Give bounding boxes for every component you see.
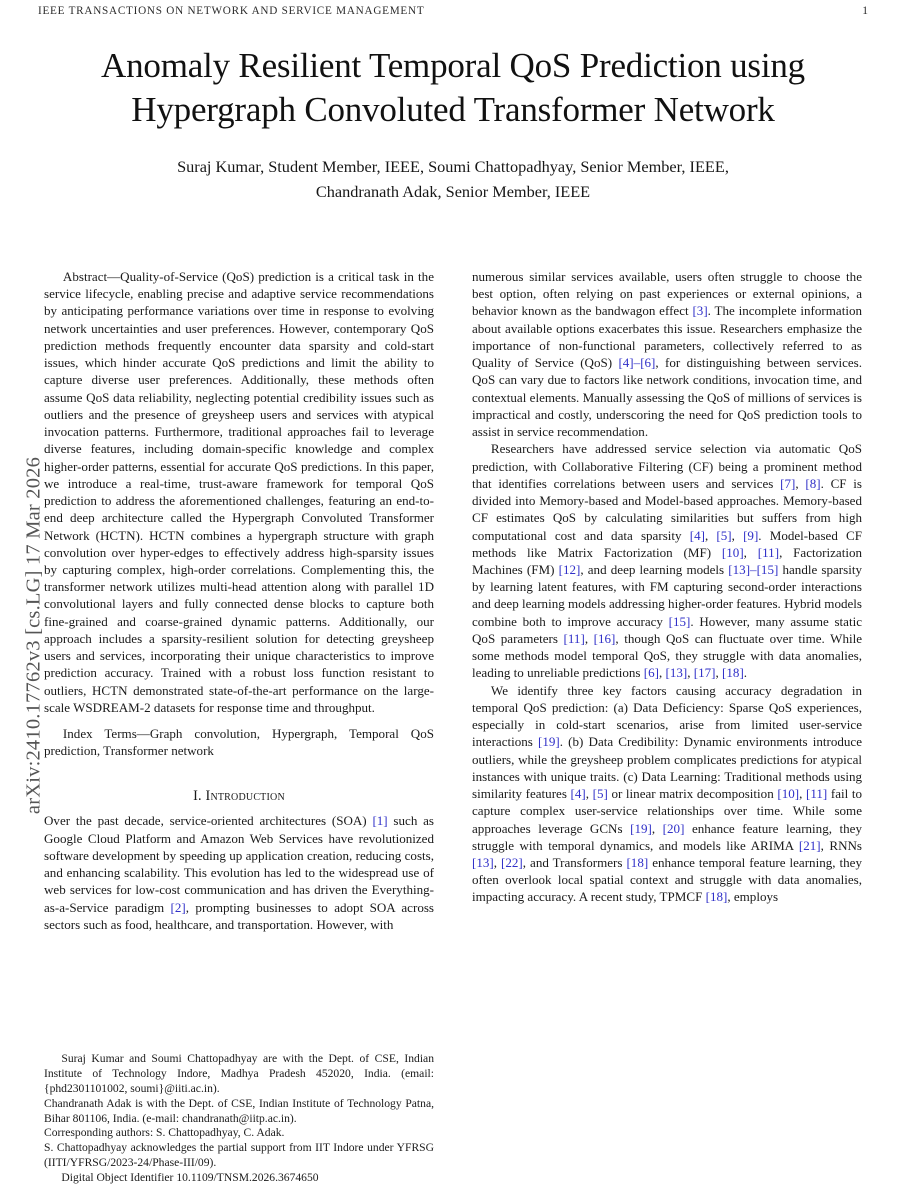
intro-p2-text-c: , for distinguishing between services. QoS can vary due to factors like network conditions, invocation time, and contextual elements. Manually assessing the QoS of millions of services is impractical and costly, underscoring the need for QoS prediction tools to assist in service recommendation.	[472, 355, 862, 440]
citation-22[interactable]: [22]	[501, 854, 523, 870]
intro-p4-text-a: We identify three key factors causing accuracy degradation in temporal QoS prediction: (a) Data Deficiency: Sparse QoS experiences, especially in cold-start scenarios, arise from limited user-service interactions	[472, 682, 862, 750]
citation-4c[interactable]: [4]	[570, 786, 586, 802]
intro-p2-text-b: . The incomplete information about available options exacerbates this issue. Researchers emphasize the importance of non-functional parameters, collectively referred to as Quality of Service (QoS)	[472, 303, 862, 371]
footnote-affiliation-2: Chandranath Adak is with the Dept. of CSE, Indian Institute of Technology Patna, Bihar 801106, India. (e-mail: chandranath@iitp.ac.in).	[44, 1096, 434, 1125]
page-title	[53, 44, 853, 133]
citation-4b[interactable]: [4]	[689, 527, 705, 543]
index-terms-body: Graph convolution, Hypergraph, Temporal QoS prediction, Transformer network	[44, 726, 434, 759]
intro-p4-text-f: fail to capture complex user-service relationships over time. While some approaches leverage GCNs	[472, 786, 862, 836]
citation-8[interactable]: [8]	[805, 475, 821, 491]
intro-p4-sep-4: ,	[493, 854, 502, 870]
citation-13b[interactable]: [13]	[665, 665, 688, 681]
intro-p3-sep-8: ,	[715, 665, 723, 681]
citation-12[interactable]: [12]	[558, 561, 581, 577]
citation-11[interactable]: [11]	[757, 544, 780, 560]
intro-p4-sep-1: ,	[585, 786, 593, 802]
citation-11b[interactable]: [11]	[563, 630, 585, 646]
intro-p1-text-b: such as Google Cloud Platform and Amazon Web Services have revolutionized software development by speeding up application creation, reducing costs, and enhancing scalability. This evolution has led to the widespread use of web services for low-cost communication and has driven the Everything-as-a-Service paradigm	[44, 813, 434, 915]
intro-paragraph-2	[472, 268, 862, 440]
citation-10[interactable]: [10]	[721, 544, 744, 560]
journal-name: IEEE TRANSACTIONS ON NETWORK AND SERVICE MANAGEMENT	[38, 5, 425, 17]
citation-18c[interactable]: [18]	[705, 889, 728, 905]
intro-p3-text-h: , Factorization Machines (FM)	[472, 544, 863, 577]
intro-p1-text-c: , prompting businesses to adopt SOA across sectors such as food, healthcare, and transportation. However, with	[44, 899, 434, 932]
citation-range-dash-2: –	[750, 561, 757, 577]
index-terms-label: Index Terms—	[62, 726, 150, 742]
arxiv-stamp: arXiv:2410.17762v3 [cs.LG] 17 Mar 2026	[22, 456, 45, 815]
title-block	[53, 44, 853, 204]
intro-p4-text-i: , RNNs	[820, 837, 862, 853]
intro-p3-text-i: , and deep learning models	[580, 561, 729, 577]
intro-p4-text-d: or linear matrix decomposition	[607, 786, 778, 802]
index-terms-paragraph	[44, 725, 434, 759]
citation-21[interactable]: [21]	[798, 837, 821, 853]
intro-paragraph-4	[472, 682, 862, 906]
citation-19b[interactable]: [19]	[630, 820, 652, 836]
intro-p4-text-l: enhance temporal feature learning, they often overlook local spatial context and struggle with data anomalies, impacting accuracy. A recent study, TPMCF	[472, 854, 862, 905]
column-left	[44, 268, 434, 933]
intro-p3-sep-4: ,	[743, 544, 758, 560]
author-line-1: Suraj Kumar, Student Member, IEEE, Soumi Chattopadhyay, Senior Member, IEEE,	[177, 156, 729, 176]
intro-p3-text-c: . CF is divided into Memory-based and Model-based approaches. Memory-based CF estimates QoS by calculating similarities but suffers from high computational cost and data sparsity	[472, 475, 862, 543]
citation-18[interactable]: [18]	[722, 665, 744, 681]
page-number: 1	[862, 5, 868, 17]
citation-17[interactable]: [17]	[693, 665, 716, 681]
intro-p4-text-b: . (b) Data Credibility: Dynamic environments introduce outliers, while the greysheep problem complicates predictions for atypical instances with unique traits. (c) Data Learning: Traditional methods using similarity features	[472, 734, 862, 802]
paper-title-line-2: Hypergraph Convoluted Transformer Network	[131, 90, 775, 130]
abstract-body: Quality-of-Service (QoS) prediction is a critical task in the service lifecycle, enabling precise and adaptive service recommendations by anticipating performance variations over time in response to evolving network uncertainties and user preferences. However, contemporary QoS prediction methods frequently encounter data sparsity and cold-start issues, which hinder accurate QoS predictions and limit the ability to capture diverse user preferences. Additionally, these methods often assume QoS data reliability, neglecting potential credibility issues such as outliers and the presence of greysheep users and services with atypical invocation patterns. Furthermore, traditional approaches fail to leverage diverse features, including domain-specific knowledge and complex higher-order patterns, essential for accurate QoS predictions. In this paper, we introduce a real-time, trust-aware framework for temporal QoS prediction to address the aforementioned challenges, featuring an end-to-end deep architecture called the Hypergraph Convoluted Transformer Network (HCTN). HCTN combines a hypergraph structure with graph convolution over hyper-edges to effectively address high-sparsity issues by capturing complex, high-order correlations. Complementing this, the transformer network utilizes multi-head attention along with parallel 1D convolutional layers and fully connected dense blocks to capture both fine-grained and coarse-grained dynamic patterns. Additionally, our approach includes a sparsity-resilient solution for detecting greysheep users and services, incorporating their unique characteristics to improve prediction accuracy. Trained with a robust loss function resistant to outliers, HCTN demonstrated state-of-the-art performance on the large-scale WSDREAM-2 datasets for response time and throughput.	[44, 269, 434, 715]
footnote-doi: Digital Object Identifier 10.1109/TNSM.2026.3674650	[61, 1171, 319, 1185]
intro-paragraph-1	[44, 812, 434, 933]
citation-9[interactable]: [9]	[743, 527, 759, 543]
intro-p3-text-m: , though QoS can fluctuate over time. While some methods model temporal QoS, they struggle with data anomalies, leading to unreliable predictions	[472, 630, 863, 681]
abstract-label: Abstract—	[62, 269, 121, 284]
citation-15[interactable]: [15]	[756, 561, 779, 577]
citation-6[interactable]: [6]	[640, 355, 656, 371]
citation-5[interactable]: [5]	[716, 527, 732, 543]
intro-p3-sep-3: ,	[731, 527, 744, 543]
citation-20[interactable]: [20]	[662, 820, 685, 836]
citation-range-dash: –	[633, 355, 641, 371]
footnote-affiliation-1: Suraj Kumar and Soumi Chattopadhyay are with the Dept. of CSE, Indian Institute of Technology Indore, Madhya Pradesh 452020, India. (email: {phd2301101002, soumi}@iiti.ac.in).	[44, 1052, 434, 1095]
intro-p4-text-k: , and Transformers	[522, 854, 627, 870]
intro-p3-text-q: .	[743, 665, 748, 681]
intro-p4-text-m: , employs	[727, 889, 779, 905]
footnote-block	[44, 1052, 434, 1186]
intro-p3-sep-2: ,	[704, 527, 717, 543]
intro-p4-text-h: enhance feature learning, they struggle with temporal dynamics, and models like ARIMA	[472, 820, 862, 853]
author-list	[53, 155, 853, 205]
intro-p3-text-f: . Model-based CF methods like Matrix Factorization (MF)	[472, 527, 862, 560]
intro-paragraph-3	[472, 440, 862, 681]
citation-19[interactable]: [19]	[538, 734, 560, 750]
citation-13c[interactable]: [13]	[472, 854, 494, 870]
column-right	[472, 268, 862, 906]
intro-p4-sep-2: ,	[799, 786, 806, 802]
intro-p3-text-a: Researchers have addressed service selection via automatic QoS prediction, with Collaborative Filtering (CF) being a prominent method that identifies correlations between users and services	[472, 441, 862, 491]
citation-16[interactable]: [16]	[593, 630, 616, 646]
abstract-paragraph	[44, 268, 434, 716]
intro-p2-text-a: numerous similar services available, users often struggle to choose the best option, often relying on past experiences or external opinions, a behavior known as the bandwagon effect	[472, 269, 862, 319]
intro-p4-sep-3: ,	[651, 820, 663, 836]
intro-p3-text-k: . However, many assume static QoS parameters	[472, 613, 862, 646]
citation-10b[interactable]: [10]	[777, 786, 800, 802]
citation-1[interactable]: [1]	[372, 813, 388, 829]
citation-18b[interactable]: [18]	[626, 854, 649, 870]
paper-title-line-1: Anomaly Resilient Temporal QoS Prediction using	[101, 46, 805, 85]
citation-7[interactable]: [7]	[780, 475, 796, 491]
intro-p3-sep-7: ,	[687, 665, 694, 681]
intro-p3-text-j: handle sparsity by learning latent features, with FM capturing second-order interactions and deep learning models addressing higher-order features. Hybrid models combine both to improve accuracy	[472, 561, 863, 629]
citation-6b[interactable]: [6]	[643, 665, 659, 681]
author-line-2: Chandranath Adak, Senior Member, IEEE	[315, 181, 591, 201]
citation-13[interactable]: [13]	[728, 561, 751, 577]
section-heading-introduction: I. Introduction	[193, 787, 285, 804]
intro-p3-sep-5: ,	[584, 630, 594, 646]
intro-p3-sep-1: ,	[795, 475, 806, 491]
intro-p3-sep-6: ,	[658, 665, 666, 681]
citation-5b[interactable]: [5]	[592, 786, 608, 802]
citation-3[interactable]: [3]	[692, 303, 708, 319]
citation-15b[interactable]: [15]	[668, 613, 691, 629]
citation-11c[interactable]: [11]	[805, 786, 828, 802]
citation-2[interactable]: [2]	[170, 899, 186, 915]
footnote-corresponding-authors: Corresponding authors: S. Chattopadhyay, C. Adak.	[44, 1126, 285, 1140]
citation-4[interactable]: [4]	[618, 355, 634, 371]
footnote-acknowledgement: S. Chattopadhyay acknowledges the partial support from IIT Indore under YFRSG (IITI/YFRSG/2023-24/Phase-III/09).	[44, 1141, 434, 1170]
page-running-header	[38, 5, 868, 17]
intro-p1-text-a: Over the past decade, service-oriented architectures (SOA)	[44, 813, 373, 829]
